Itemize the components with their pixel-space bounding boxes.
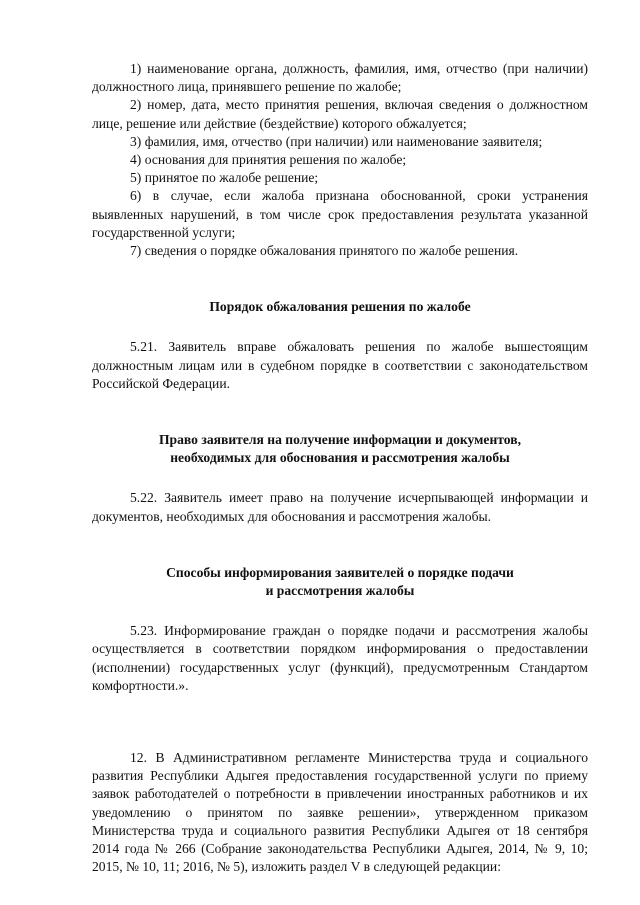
section-heading — [92, 564, 588, 600]
section-paragraph: 5.21. Заявитель вправе обжаловать решения по жалобе вышестоящим должностным лицам или в судебном порядке в соответствии с законодательством Российской Федерации. — [92, 339, 588, 391]
section-heading-line: и рассмотрения жалобы — [265, 583, 415, 599]
list-item: 3) фамилия, имя, отчество (при наличии) или наименование заявителя; — [130, 133, 543, 149]
amendment-paragraph: 12. В Административном регламенте Министерства труда и социального развития Республики Адыгея предоставления государственной услуги по приему заявок работодателей о потребности в привлечении иностранных работников и их уведомлению о принятом по заявке решении», утвержденном приказом Министерства труда и социального развития Республики Адыгея от 18 сентября 2014 года № 266 (Собрание законодательства Республики Адыгея, 2014, № 9, 10; 2015, № 10, 11; 2016, № 5), изложить раздел V в следующей редакции: — [92, 750, 588, 875]
document-page — [92, 60, 588, 877]
section-paragraph: 5.23. Информирование граждан о порядке подачи и рассмотрения жалобы осуществляется в соответствии порядком информирования о предоставлении (исполнении) государственных услуг (функций), предусмотренным Стандартом комфортности.». — [92, 623, 588, 693]
section-heading: Порядок обжалования решения по жалобе — [209, 299, 471, 315]
section-heading-line: Право заявителя на получение информации и документов, — [158, 432, 521, 448]
section-heading — [92, 431, 588, 467]
list-item: 5) принятое по жалобе решение; — [130, 170, 319, 186]
list-item: 1) наименование органа, должность, фамилия, имя, отчество (при наличии) должностного лица, принявшего решение по жалобе; — [92, 61, 588, 95]
section-heading-line: необходимых для обоснования и рассмотрения жалобы — [170, 450, 510, 466]
list-item: 2) номер, дата, место принятия решения, включая сведения о должностном лице, решение или действие (бездействие) которого обжалуется; — [92, 97, 588, 131]
list-item: 6) в случае, если жалоба признана обоснованной, сроки устранения выявленных нарушений, в том числе срок предоставления результата указанной государственной услуги; — [92, 188, 588, 240]
section-heading-line: Способы информирования заявителей о порядке подачи — [166, 564, 514, 580]
list-item: 7) сведения о порядке обжалования принятого по жалобе решения. — [130, 243, 519, 259]
list-item: 4) основания для принятия решения по жалобе; — [130, 152, 407, 168]
section-paragraph: 5.22. Заявитель имеет право на получение исчерпывающей информации и документов, необходимых для обоснования и рассмотрения жалобы. — [92, 490, 588, 524]
